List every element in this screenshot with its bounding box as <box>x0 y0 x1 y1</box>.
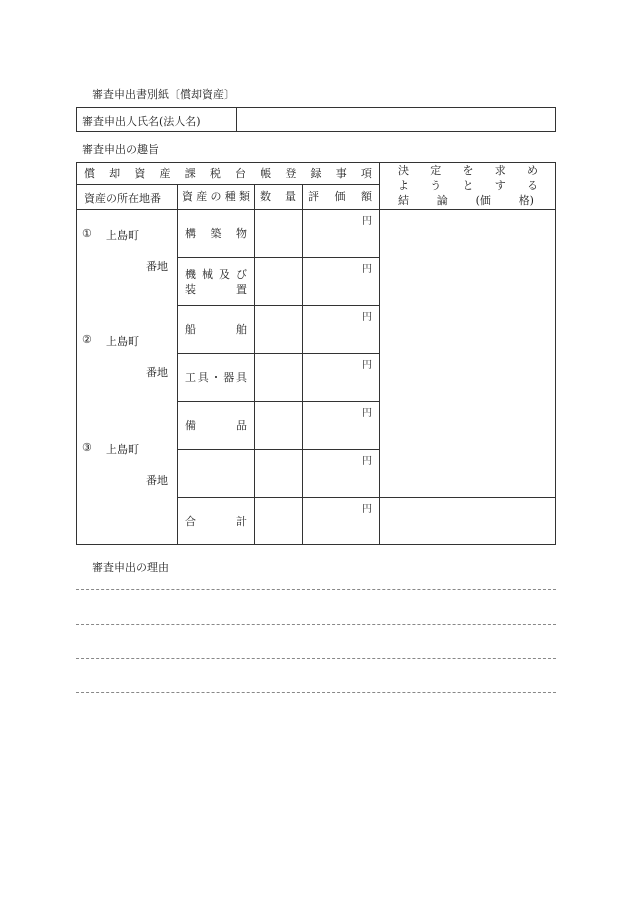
ledger-header: 償 却 資 産 課 税 台 帳 登 録 事 項 <box>84 167 372 180</box>
yen-unit: 円 <box>362 312 372 323</box>
yen-unit: 円 <box>362 264 372 275</box>
yen-unit: 円 <box>362 360 372 371</box>
row-divider <box>177 257 379 258</box>
row-divider <box>177 305 379 306</box>
row-divider <box>177 497 556 498</box>
applicant-label: 審査申出人氏名(法人名) <box>82 115 201 128</box>
reason-heading: 審査申出の理由 <box>92 561 169 574</box>
reason-line[interactable] <box>76 589 556 590</box>
yen-unit: 円 <box>362 216 372 227</box>
location-town: 上島町 <box>106 229 139 242</box>
col-divider <box>379 162 380 545</box>
row-divider <box>76 184 379 185</box>
decision-header-line3: 結 論 (価 格) <box>398 194 534 207</box>
location-town: 上島町 <box>106 443 139 456</box>
location-marker: ③ <box>82 441 92 454</box>
asset-type-structures: 構 築 物 <box>185 227 247 240</box>
asset-type-fixtures: 備 品 <box>185 419 247 432</box>
yen-unit: 円 <box>362 504 372 515</box>
applicant-divider <box>236 107 237 132</box>
row-divider <box>177 353 379 354</box>
asset-type-tools: 工 具 ・ 器 具 <box>185 371 247 384</box>
row-divider <box>76 209 556 210</box>
col-divider <box>254 184 255 545</box>
purpose-heading: 審査申出の趣旨 <box>82 143 159 156</box>
location-lot-suffix: 番地 <box>146 366 168 379</box>
asset-type-column-header: 資 産 の 種 類 <box>182 190 250 203</box>
location-town: 上島町 <box>106 335 139 348</box>
reason-line[interactable] <box>76 692 556 693</box>
decision-header-line2: よ う と す る <box>398 179 538 192</box>
col-divider <box>302 184 303 545</box>
location-column-header: 資産の所在地番 <box>84 192 161 205</box>
location-marker: ② <box>82 333 92 346</box>
reason-line[interactable] <box>76 624 556 625</box>
location-lot-suffix: 番地 <box>146 474 168 487</box>
asset-type-machinery-line2: 装 置 <box>185 283 247 296</box>
reason-line[interactable] <box>76 658 556 659</box>
asset-type-ships: 船 舶 <box>185 323 247 336</box>
location-lot-suffix: 番地 <box>146 260 168 273</box>
form-title: 審査申出書別紙〔償却資産〕 <box>92 88 235 101</box>
applicant-name-field[interactable] <box>240 108 552 131</box>
value-column-header: 評 価 額 <box>308 190 372 203</box>
row-divider <box>177 449 379 450</box>
quantity-column-header: 数 量 <box>260 190 296 203</box>
col-divider <box>177 184 178 545</box>
location-marker: ① <box>82 227 92 240</box>
asset-type-total: 合 計 <box>185 515 247 528</box>
asset-type-machinery-line1: 機 械 及 び <box>185 268 247 281</box>
row-divider <box>177 401 379 402</box>
decision-header-line1: 決 定 を 求 め <box>398 164 538 177</box>
yen-unit: 円 <box>362 408 372 419</box>
yen-unit: 円 <box>362 456 372 467</box>
